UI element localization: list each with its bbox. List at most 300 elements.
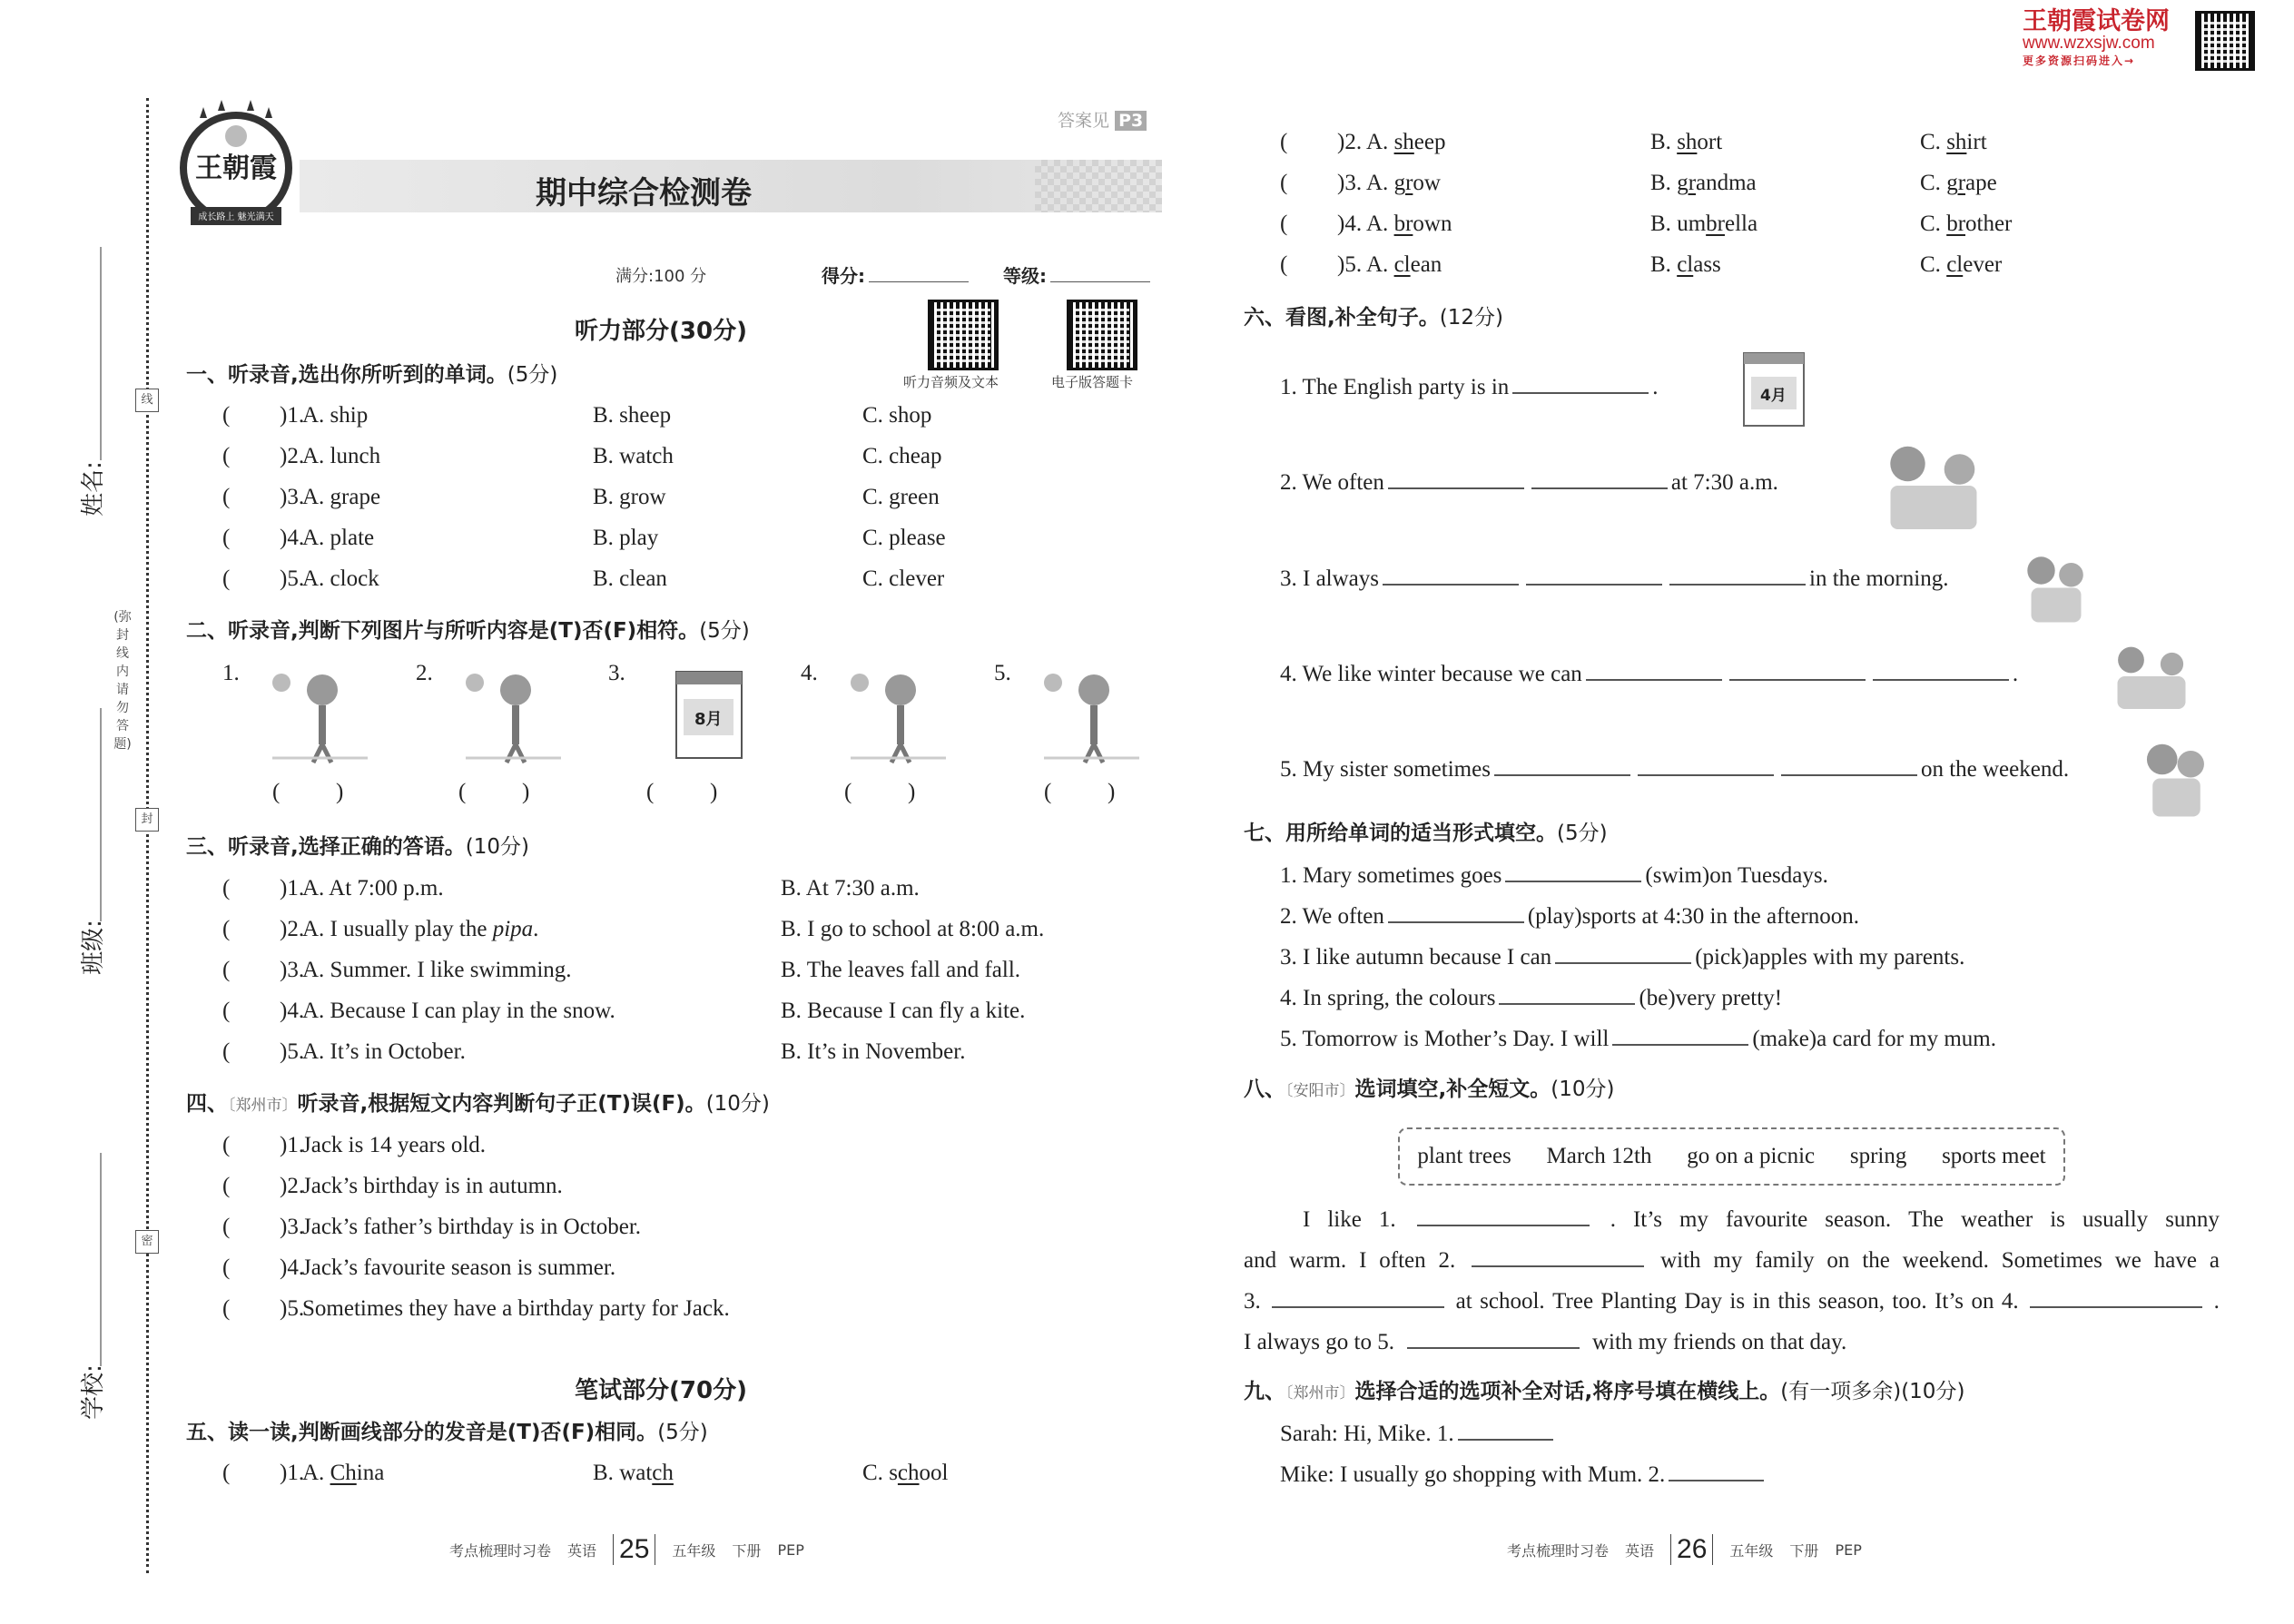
answer-blank[interactable] xyxy=(1555,942,1691,964)
section-number: 八、 xyxy=(1244,1078,1285,1101)
answer-bracket-close: ) xyxy=(280,876,288,901)
option-letter: A. xyxy=(302,1461,330,1485)
answer-input-slot[interactable] xyxy=(239,916,277,943)
option-c: C. cheap xyxy=(862,444,942,468)
answer-blank[interactable] xyxy=(1388,901,1524,923)
question-number-text: 1. xyxy=(287,403,305,428)
option-b: B. watch xyxy=(593,444,674,468)
answer-input-slot[interactable] xyxy=(239,1295,277,1323)
question-number xyxy=(280,402,304,429)
option-a xyxy=(302,1038,466,1066)
grade-field[interactable] xyxy=(1003,261,1154,288)
option-letter: A. xyxy=(1366,130,1394,154)
passage-word: this xyxy=(1777,1289,1811,1314)
answer-blank[interactable] xyxy=(1417,1205,1590,1226)
answer-blank[interactable] xyxy=(2030,1286,2202,1308)
sentence-start: 4. In spring, the colours xyxy=(1280,986,1496,1010)
passage-word: a xyxy=(2209,1248,2220,1273)
answer-bracket-open: ( xyxy=(1280,252,1288,277)
answer-input-slot[interactable] xyxy=(1296,129,1334,156)
passage-word: Tree xyxy=(1552,1289,1594,1314)
underlined-part: sh xyxy=(1393,130,1414,154)
page-number: 25 xyxy=(613,1534,655,1565)
answer-input-slot[interactable] xyxy=(239,1038,277,1066)
footer-edition: PEP xyxy=(777,1540,804,1559)
fill-in-item xyxy=(1280,901,1859,930)
answer-bracket-open: ( xyxy=(646,780,655,804)
answer-bracket-open: ( xyxy=(222,1296,231,1321)
qr-label: 电子版答题卡 xyxy=(1051,374,1134,390)
dialogue-text: Sarah: Hi, Mike. 1. xyxy=(1280,1422,1454,1446)
underlined-part: cl xyxy=(1677,252,1694,277)
section-points: (10分) xyxy=(465,835,529,859)
family-breakfast-icon xyxy=(1847,431,2020,540)
section-points: (10分) xyxy=(1901,1380,1965,1403)
answer-input-slot[interactable] xyxy=(239,402,277,429)
word-part: other xyxy=(1965,212,2013,236)
answer-input-slot[interactable] xyxy=(239,998,277,1025)
word-bank-item: plant trees xyxy=(1417,1144,1511,1168)
option-b: B. I go to school at 8:00 a.m. xyxy=(781,917,1045,941)
word-part: ina xyxy=(356,1461,385,1485)
question-number-text: 1. xyxy=(287,1133,305,1157)
answer-bracket-close: ) xyxy=(280,566,288,591)
section-8-heading xyxy=(1244,1076,1614,1105)
score-field[interactable] xyxy=(822,261,972,288)
sentence-start: 1. Mary sometimes goes xyxy=(1280,863,1502,888)
passage-word: we xyxy=(2114,1248,2141,1273)
answer-blank[interactable] xyxy=(1781,754,1917,776)
word-part: um xyxy=(1677,212,1707,236)
passage-word: school. xyxy=(1480,1289,1545,1314)
sentence-end: on the weekend. xyxy=(1920,757,2070,782)
answer-blank[interactable] xyxy=(1407,1327,1580,1349)
school-field-line[interactable] xyxy=(100,1153,102,1366)
question-number-text: 4. xyxy=(287,526,305,550)
underlined-part: cl xyxy=(1393,252,1411,277)
answer-blank[interactable] xyxy=(1586,659,1722,681)
answer-input-slot[interactable] xyxy=(1296,211,1334,238)
word-part: ass xyxy=(1693,252,1721,277)
statement-text: Jack’s birthday is in autumn. xyxy=(302,1174,563,1198)
section-points: (5分) xyxy=(1557,822,1608,845)
answer-blank[interactable] xyxy=(1472,1245,1644,1267)
question-number-text: 3. xyxy=(287,485,305,509)
answer-bracket-close: ) xyxy=(280,1461,288,1485)
option-b xyxy=(1650,211,1757,238)
underlined-part: sh xyxy=(1677,130,1698,154)
answer-reference[interactable] xyxy=(1058,107,1147,132)
option-a: A. ship xyxy=(302,403,369,428)
question-number xyxy=(1337,211,1362,238)
answer-bracket-open: ( xyxy=(222,1039,231,1064)
option-b: B. sheep xyxy=(593,403,672,428)
name-field-line[interactable] xyxy=(100,247,102,460)
statement-text: Sometimes they have a birthday party for Jack. xyxy=(302,1296,730,1321)
calendar-icon xyxy=(1738,348,1811,429)
passage-word: on xyxy=(1826,1248,1850,1273)
page-footer xyxy=(1507,1534,1862,1565)
option-c: C. green xyxy=(862,485,940,509)
word-part: ever xyxy=(1963,252,2003,277)
passage-word: The xyxy=(1908,1207,1944,1232)
passage-word: often xyxy=(1379,1248,1426,1273)
answer-bracket-open: ( xyxy=(222,1461,231,1485)
full-score: 满分:100 分 xyxy=(615,267,707,286)
answer-blank[interactable] xyxy=(1512,372,1649,394)
answer-input-slot[interactable] xyxy=(286,779,331,806)
answer-input-slot[interactable] xyxy=(660,779,705,806)
sentence-start: 5. Tomorrow is Mother’s Day. I will xyxy=(1280,1027,1610,1051)
answer-input-slot[interactable] xyxy=(239,525,277,552)
answer-input-slot[interactable] xyxy=(1058,779,1103,806)
passage-word: is xyxy=(2050,1207,2065,1232)
school-label: 学校: xyxy=(79,1364,107,1420)
word-part: ean xyxy=(1410,252,1442,277)
passage-word: at xyxy=(1455,1289,1472,1314)
answer-input-slot[interactable] xyxy=(472,779,517,806)
option-b xyxy=(1650,170,1757,197)
option-c xyxy=(1920,251,2002,279)
question-number-text: 1. xyxy=(287,1461,305,1485)
answer-blank[interactable] xyxy=(1494,754,1630,776)
footer-term: 下册 xyxy=(732,1541,762,1560)
answer-blank[interactable] xyxy=(1388,468,1524,489)
family-picnic-icon xyxy=(448,663,575,767)
section-title: 一、听录音,选出你所听到的单词。 xyxy=(186,363,507,387)
page-footer xyxy=(449,1534,804,1565)
underlined-part: br xyxy=(1706,212,1725,236)
sentence-start: 2. We often xyxy=(1280,470,1384,495)
grade-label: 等级: xyxy=(1003,265,1047,287)
answer-bracket-open: ( xyxy=(222,1174,231,1198)
seal-char: 密 xyxy=(135,1230,159,1254)
passage-word: It’s xyxy=(1935,1289,1964,1314)
passage-word: and xyxy=(1244,1248,1277,1273)
question-number-text: 3. xyxy=(1344,171,1363,195)
passage-word: weekend. xyxy=(1902,1248,1989,1273)
answer-input-slot[interactable] xyxy=(239,957,277,984)
answer-input-slot[interactable] xyxy=(239,875,277,902)
passage-word: my xyxy=(1679,1207,1708,1232)
answer-bracket-close: ) xyxy=(280,1133,288,1157)
section-1-heading xyxy=(186,361,557,389)
qr-code-answer-card[interactable] xyxy=(1067,300,1137,370)
option-c xyxy=(1920,170,1997,197)
section-number: 九、 xyxy=(1244,1380,1285,1403)
answer-bracket-close: ) xyxy=(1337,252,1345,277)
logo-text: 王朝霞 xyxy=(195,153,277,184)
page-number: 26 xyxy=(1670,1534,1713,1565)
answer-blank[interactable] xyxy=(1638,754,1774,776)
boy-exercising-icon xyxy=(2006,545,2106,631)
option-a xyxy=(302,1460,384,1487)
option-letter: C. xyxy=(862,1461,890,1485)
underlined-part: ch xyxy=(652,1461,674,1485)
class-label: 班级: xyxy=(79,920,107,975)
question-number xyxy=(280,1038,304,1066)
section-4-heading xyxy=(186,1090,770,1119)
section-title: 二、听录音,判断下列图片与所听内容是(T)否(F)相符。 xyxy=(186,619,700,643)
question-number-text: 2. xyxy=(287,917,305,941)
option-b: B. grow xyxy=(593,485,666,509)
passage-word: weather xyxy=(1961,1207,2033,1232)
answer-bracket-open: ( xyxy=(222,1255,231,1280)
question-number xyxy=(1337,170,1362,197)
section-points: (5分) xyxy=(699,619,750,643)
answer-bracket-open: ( xyxy=(844,780,852,804)
brand-qr-code[interactable] xyxy=(2195,11,2255,71)
binding-line xyxy=(146,98,149,1573)
word-part: s xyxy=(889,1461,898,1485)
sentence-end: at 7:30 a.m. xyxy=(1670,470,1778,495)
option-letter: B. xyxy=(1650,212,1678,236)
section-title: 选词填空,补全短文。 xyxy=(1354,1078,1551,1101)
given-word: (play) xyxy=(1527,904,1582,929)
answer-bracket-close: ) xyxy=(1108,780,1116,804)
word-bank-item: March 12th xyxy=(1546,1144,1652,1168)
passage-word: too. xyxy=(1892,1289,1927,1314)
statement-text: Jack’s father’s birthday is in October. xyxy=(302,1215,642,1239)
answer-blank[interactable] xyxy=(1531,468,1668,489)
answer-input-slot[interactable] xyxy=(239,484,277,511)
calendar-icon xyxy=(640,663,767,767)
question-number-text: 3. xyxy=(287,1215,305,1239)
option-b xyxy=(593,1460,674,1487)
passage-word: have xyxy=(2153,1248,2197,1273)
question-number xyxy=(280,1173,304,1200)
underlined-part: ch xyxy=(897,1461,920,1485)
passage-word: It’s xyxy=(1632,1207,1662,1232)
class-field-line[interactable] xyxy=(100,708,102,921)
option-a xyxy=(1366,170,1441,197)
passage-word: family xyxy=(1755,1248,1815,1273)
answer-bracket-close: ) xyxy=(280,1255,288,1280)
answer-bracket-open: ( xyxy=(1280,130,1288,154)
name-label: 姓名: xyxy=(79,461,107,517)
answer-input-slot[interactable] xyxy=(239,1132,277,1159)
option-a-text: A. It’s in October. xyxy=(302,1039,466,1064)
question-number-text: 4. xyxy=(287,1255,305,1280)
answer-bracket-open: ( xyxy=(222,566,231,591)
option-a xyxy=(302,957,572,984)
question-number xyxy=(280,1214,304,1241)
boy-exercising-icon xyxy=(254,663,381,767)
answer-blank[interactable] xyxy=(1499,983,1635,1005)
footer-term: 下册 xyxy=(1789,1541,1819,1560)
dialogue-line xyxy=(1280,1419,1557,1448)
question-number-text: 5. xyxy=(1344,252,1363,277)
brand-name: 王朝霞试卷网 xyxy=(2023,7,2170,35)
answer-blank[interactable] xyxy=(1669,1460,1764,1481)
option-a-end: . xyxy=(533,917,539,941)
option-a: A. plate xyxy=(302,526,375,550)
option-b: B. clean xyxy=(593,566,667,591)
answer-blank[interactable] xyxy=(1458,1419,1553,1441)
answer-ref-label: 答案见 xyxy=(1058,111,1110,131)
answer-bracket-open: ( xyxy=(222,958,231,982)
given-word: (make) xyxy=(1752,1027,1817,1051)
question-number-text: 5. xyxy=(287,1039,305,1064)
answer-bracket-close: ) xyxy=(908,780,916,804)
option-a xyxy=(1366,251,1442,279)
passage-word: Day xyxy=(1684,1289,1722,1314)
option-a xyxy=(1366,211,1452,238)
passage-line xyxy=(1244,1327,1846,1356)
word-part: ool xyxy=(919,1461,949,1485)
picture-number: 2. xyxy=(416,661,433,685)
option-letter: C. xyxy=(1920,130,1947,154)
sentence-start: 3. I like autumn because I can xyxy=(1280,945,1552,969)
question-number xyxy=(280,1295,304,1323)
winter-snowman-icon xyxy=(1026,663,1153,767)
option-b: B. The leaves fall and fall. xyxy=(781,958,1021,982)
passage-word: with my friends on that day. xyxy=(1591,1330,1847,1354)
sentence-item xyxy=(1280,754,2069,783)
word-part: ella xyxy=(1724,212,1758,236)
answer-bracket-close: ) xyxy=(1337,130,1345,154)
picture-number: 4. xyxy=(801,661,818,685)
section-3-heading xyxy=(186,833,529,861)
section-6-heading xyxy=(1244,304,1503,331)
answer-blank[interactable] xyxy=(1272,1286,1444,1308)
sentence-end: on Tuesdays. xyxy=(1709,863,1828,888)
passage-word: Sometimes xyxy=(2001,1248,2102,1273)
option-a xyxy=(302,998,615,1025)
answer-bracket-close: ) xyxy=(710,780,718,804)
answer-input-slot[interactable] xyxy=(1296,170,1334,197)
option-letter: C. xyxy=(1920,171,1947,195)
section-5-heading xyxy=(186,1419,708,1446)
question-number-text: 3. xyxy=(287,958,305,982)
answer-blank[interactable] xyxy=(1612,1024,1748,1046)
answer-bracket-close: ) xyxy=(280,444,288,468)
picture-number: 3. xyxy=(608,661,625,685)
word-part: own xyxy=(1413,212,1452,236)
seal-note: (弥封线内请勿答题) xyxy=(113,610,132,752)
section-points: (5分) xyxy=(657,1421,708,1444)
fill-in-item xyxy=(1280,1024,1996,1053)
answer-bracket-open: ( xyxy=(1280,212,1288,236)
passage-line xyxy=(1303,1205,2220,1234)
sentence-item xyxy=(1280,564,1948,593)
page-title: 期中综合检测卷 xyxy=(536,175,752,212)
logo-ribbon-text: 成长路上 魅光满天 xyxy=(198,212,274,222)
passage-word: on xyxy=(1971,1289,1994,1314)
given-word: (swim) xyxy=(1645,863,1710,888)
answer-blank[interactable] xyxy=(1669,564,1806,586)
question-number xyxy=(280,484,304,511)
option-b xyxy=(1650,129,1722,156)
footer-edition: PEP xyxy=(1835,1540,1862,1559)
sentence-item xyxy=(1280,372,1659,401)
passage-word: in xyxy=(1752,1289,1771,1314)
footer-series: 考点梳理时习卷 xyxy=(449,1541,552,1560)
option-b xyxy=(1650,251,1721,279)
option-a: A. grape xyxy=(302,485,381,509)
option-letter: A. xyxy=(1366,171,1394,195)
footer-series: 考点梳理时习卷 xyxy=(1507,1541,1610,1560)
answer-blank[interactable] xyxy=(1729,659,1866,681)
word-part: ort xyxy=(1697,130,1723,154)
underlined-part: Ch xyxy=(330,1461,357,1485)
answer-input-slot[interactable] xyxy=(239,1214,277,1241)
answer-blank[interactable] xyxy=(1873,659,2009,681)
question-number xyxy=(280,998,304,1025)
underlined-part: br xyxy=(1946,212,1966,236)
footer-grade: 五年级 xyxy=(1729,1541,1774,1560)
option-c: C. shop xyxy=(862,403,932,428)
answer-input-slot[interactable] xyxy=(239,566,277,593)
answer-bracket-close: ) xyxy=(336,780,344,804)
question-number xyxy=(280,916,304,943)
passage-word: I always go to 5. xyxy=(1244,1330,1394,1354)
sentence-end: in the morning. xyxy=(1809,566,1949,591)
answer-input-slot[interactable] xyxy=(239,443,277,470)
answer-ref-page: P3 xyxy=(1115,111,1147,131)
footer-subject: 英语 xyxy=(567,1541,597,1560)
answer-input-slot[interactable] xyxy=(858,779,903,806)
option-letter: B. xyxy=(1650,252,1678,277)
option-a: A. clock xyxy=(302,566,379,591)
answer-bracket-open: ( xyxy=(222,999,231,1023)
brand-url[interactable]: www.wzxsjw.com xyxy=(2023,34,2155,53)
answer-blank[interactable] xyxy=(1505,861,1641,882)
answer-bracket-close: ) xyxy=(280,485,288,509)
answer-bracket-open: ( xyxy=(222,444,231,468)
answer-bracket-close: ) xyxy=(280,1296,288,1321)
question-number xyxy=(280,566,304,593)
word-bank-item: spring xyxy=(1849,1144,1907,1168)
calendar-text: 4月 xyxy=(1760,387,1787,405)
passage-word: season, xyxy=(1818,1289,1885,1314)
answer-input-slot[interactable] xyxy=(1296,251,1334,279)
qr-code-audio[interactable] xyxy=(928,300,999,370)
question-number-text: 1. xyxy=(287,876,305,901)
option-c xyxy=(862,1460,948,1487)
section-note: (有一项多余) xyxy=(1780,1380,1902,1403)
sentence-start: 5. My sister sometimes xyxy=(1280,757,1491,782)
answer-input-slot[interactable] xyxy=(239,1173,277,1200)
word-bank-item: go on a picnic xyxy=(1687,1144,1816,1168)
answer-blank[interactable] xyxy=(1526,564,1662,586)
section-title: 选择合适的选项补全对话,将序号填在横线上。 xyxy=(1354,1380,1781,1403)
passage-word: I xyxy=(1303,1207,1311,1232)
option-letter: A. xyxy=(1366,212,1394,236)
option-c: C. clever xyxy=(862,566,945,591)
passage-word: season. xyxy=(1825,1207,1892,1232)
title-band-pattern xyxy=(1035,160,1162,212)
passage-word: warm. xyxy=(1289,1248,1347,1273)
brand-banner[interactable] xyxy=(2023,9,2170,68)
score-label: 得分: xyxy=(822,265,865,287)
passage-word: 1. xyxy=(1378,1207,1396,1232)
answer-blank[interactable] xyxy=(1383,564,1519,586)
statement-text: Jack’s favourite season is summer. xyxy=(302,1255,616,1280)
question-number-text: 2. xyxy=(287,1174,305,1198)
question-number-text: 5. xyxy=(287,566,305,591)
answer-bracket-close: ) xyxy=(280,526,288,550)
question-number xyxy=(280,957,304,984)
sentence-end: . xyxy=(2012,662,2019,686)
answer-bracket-open: ( xyxy=(458,780,467,804)
answer-input-slot[interactable] xyxy=(239,1255,277,1282)
section-title: 三、听录音,选择正确的答语。 xyxy=(186,835,466,859)
answer-input-slot[interactable] xyxy=(239,1460,277,1487)
question-number-text: 4. xyxy=(287,999,305,1023)
answer-bracket-open: ( xyxy=(222,485,231,509)
option-a: A. lunch xyxy=(302,444,381,468)
